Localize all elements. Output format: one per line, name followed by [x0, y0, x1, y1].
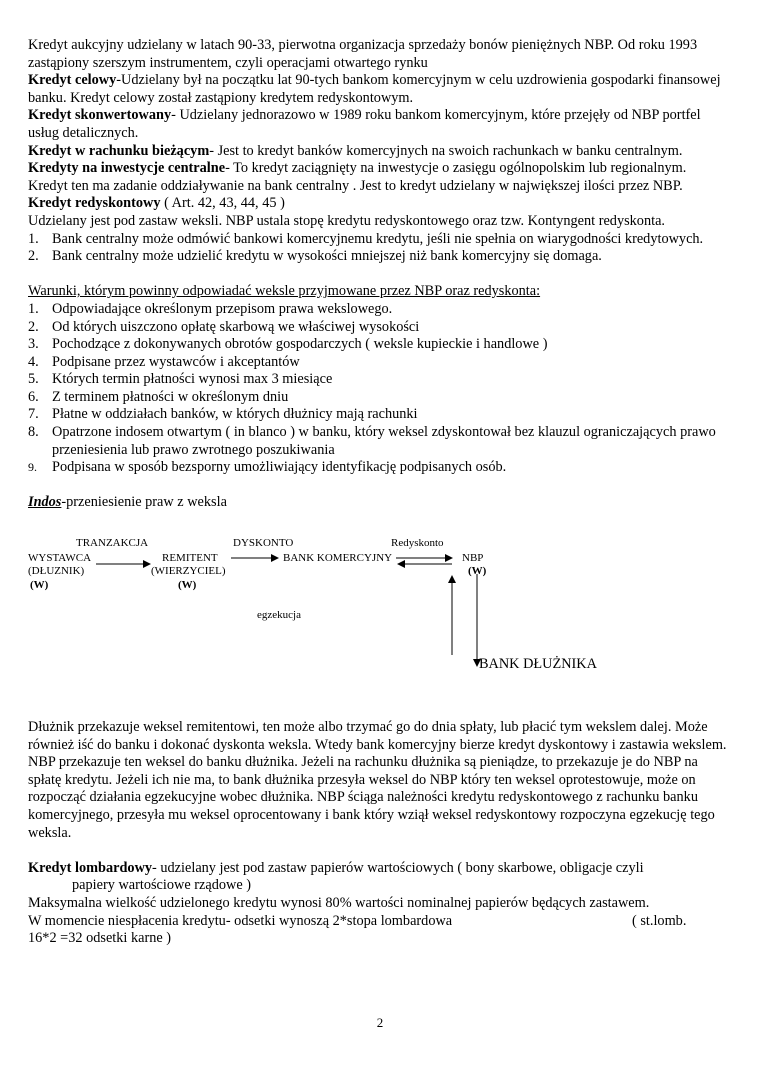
label-redyskonto: Redyskonto	[391, 537, 444, 550]
kredyt-lombardowy-term: Kredyt lombardowy	[28, 859, 153, 876]
label-dluznik: (DŁUZNIK)	[28, 565, 85, 578]
kredyt-celowy-paragraph	[28, 72, 728, 107]
kredyt-lombardowy-odsetki	[28, 913, 728, 931]
kredyt-lombardowy-text: - udzielany jest pod zastaw papierów wartościowych ( bony skarbowe, obligacje czyli	[152, 859, 644, 876]
indos-text: -przeniesienie praw z weksla	[61, 494, 227, 511]
list-item	[28, 424, 728, 459]
list-item	[28, 248, 728, 266]
list-item-number: 1.	[28, 300, 39, 317]
weksel-flow-diagram	[28, 538, 728, 708]
document-page	[28, 37, 728, 948]
list-item-text: Opatrzone indosem otwartym ( in blanco ) w banku, który weksel zdyskontował bez klauzul ograniczających prawo przeniesienia lub prawo zwrotnego poszukiwania	[52, 424, 716, 458]
label-w-wystawca: (W)	[30, 579, 49, 592]
kredyt-inwestycje-term: Kredyty na inwestycje centralne	[28, 160, 226, 177]
list-item-number: 9.	[28, 460, 37, 475]
kredyt-redyskontowy-ref: ( Art. 42, 43, 44, 45 )	[160, 195, 285, 212]
kredyt-skonwertowany-text: - Udzielany jednorazowo w 1989 roku bankom komercyjnym, które przejęły od NBP portfel usług detalicznych.	[28, 107, 701, 141]
list-item-text: Pochodzące z dokonywanych obrotów gospodarczych ( weksle kupieckie i handlowe )	[52, 336, 548, 353]
opis-paragraph: Dłużnik przekazuje weksel remitentowi, ten może albo trzymać go do dnia spłaty, lub płacić tym wekslem dalej. Może również iść do banku i dokonać dyskonta weksla. Wtedy bank komercyjny bierze kredyt dyskontowy i zastawia wekslem. NBP przekazuje ten weksel do banku dłużnika. Jeżeli na rachunku dłużnika są pieniądze, to przekazuje je do NBP na spłatę kredytu. Jeżeli ich nie ma, to bank dłużnika przesyła weksel do NBP który ten weksel oprotestowuje, może on rozpocząć działania egzekucyjne wobec dłużnika. NBP ściąga należności kredytu redyskontowego z rachunku banku komercyjnego, przesyła mu weksel oprocentowany i bank który wziął weksel redyskontowy rozpoczyna egzekucję tego weksla.	[28, 719, 727, 841]
list-item-text: Bank centralny może odmówić bankowi komercyjnemu kredytu, jeśli nie spełnia on wiarygodności kredytowych.	[52, 230, 704, 247]
kredyt-celowy-term: Kredyt celowy	[28, 72, 117, 89]
label-w-nbp: (W)	[468, 565, 487, 578]
list-item	[28, 459, 728, 477]
intro-paragraph: Kredyt aukcyjny udzielany w latach 90-33, pierwotna organizacja sprzedaży bonów pieniężnych NBP. Od roku 1993 zastąpiony szerszym instrumentem, czyli operacjami otwartego rynku	[28, 37, 698, 71]
kredyt-biezacy-term: Kredyt w rachunku bieżącym	[28, 142, 210, 159]
label-bank-dluznika: BANK DŁUŻNIKA	[479, 656, 597, 673]
list-item	[28, 371, 728, 389]
list-item-number: 2.	[28, 248, 39, 265]
list-item-number: 5.	[28, 371, 39, 388]
kredyt-skonwertowany-paragraph	[28, 107, 728, 142]
label-nbp: NBP	[462, 552, 484, 565]
kredyt-inwestycje-text: - To kredyt zaciągnięty na inwestycje o zasięgu ogólnopolskim lub regionalnym. Kredyt ten ma zadanie oddziaływanie na bank centralny . Jest to kredyt udzielany w największej ilości przez NBP.	[28, 160, 687, 194]
list-item-number: 8.	[28, 424, 39, 441]
list-item-number: 4.	[28, 353, 39, 370]
label-w-remitent: (W)	[178, 579, 197, 592]
kredyt-lombardowy-karne: 16*2 =32 odsetki karne )	[28, 930, 172, 947]
page-number: 2	[376, 1015, 384, 1030]
list-item	[28, 336, 728, 354]
list-item-text: Od których uiszczono opłatę skarbową we właściwej wysokości	[52, 318, 420, 335]
list-item	[28, 231, 728, 249]
kredyt-redyskontowy-term: Kredyt redyskontowy	[28, 195, 161, 212]
indos-term: Indos	[28, 494, 62, 511]
indos-paragraph	[28, 494, 728, 512]
odsetki-text: W momencie niespłacenia kredytu- odsetki wynoszą 2*stopa lombardowa	[28, 912, 453, 929]
label-egzekucja: egzekucja	[257, 609, 301, 622]
kredyt-lombardowy-text-cont: papiery wartościowe rządowe )	[72, 877, 252, 894]
warunki-list	[28, 301, 728, 477]
list-item-text: Bank centralny może udzielić kredytu w wysokości mniejszej niż bank komercyjny się domaga.	[52, 248, 602, 265]
list-item	[28, 301, 728, 319]
kredyt-redyskontowy-text: Udzielany jest pod zastaw weksli. NBP ustala stopę kredytu redyskontowego oraz tzw. Kontyngent redyskonta.	[28, 212, 665, 229]
label-wystawca: WYSTAWCA	[28, 552, 92, 565]
list-item	[28, 354, 728, 372]
list-item-text: Podpisane przez wystawców i akceptantów	[52, 353, 300, 370]
kredyt-lombardowy-paragraph	[28, 860, 728, 878]
kredyt-skonwertowany-term: Kredyt skonwertowany	[28, 107, 172, 124]
odsetki-note: ( st.lomb.	[632, 912, 687, 929]
list-item-text: Odpowiadające określonym przepisom prawa wekslowego.	[52, 300, 393, 317]
list-item-number: 3.	[28, 336, 39, 353]
list-item	[28, 406, 728, 424]
kredyt-inwestycje-paragraph	[28, 160, 728, 195]
list-item	[28, 319, 728, 337]
list-item-text: Podpisana w sposób bezsporny umożliwiający identyfikację podpisanych osób.	[52, 459, 507, 476]
list-item-text: Których termin płatności wynosi max 3 miesiące	[52, 371, 333, 388]
kredyt-redyskontowy-heading	[28, 195, 728, 213]
kredyt-biezacy-text: - Jest to kredyt banków komercyjnych na swoich rachunkach w banku centralnym.	[209, 142, 683, 159]
kredyt-lombardowy-max: Maksymalna wielkość udzielonego kredytu wynosi 80% wartości nominalnej papierów będących zastawem.	[28, 894, 650, 911]
list-item-number: 1.	[28, 230, 39, 247]
list-item-number: 6.	[28, 388, 39, 405]
label-bank-komercyjny: BANK KOMERCYJNY	[283, 552, 393, 565]
list-item-number: 2.	[28, 318, 39, 335]
warunki-heading: Warunki, którym powinny odpowiadać weksle przyjmowane przez NBP oraz redyskonta:	[28, 283, 541, 300]
kredyt-biezacy-paragraph	[28, 143, 728, 161]
label-wierzyciel: (WIERZYCIEL)	[151, 565, 226, 578]
label-remitent: REMITENT	[162, 552, 218, 565]
list-item-text: Płatne w oddziałach banków, w których dłużnicy mają rachunki	[52, 406, 418, 423]
label-tranzakcja: TRANZAKCJA	[76, 537, 149, 550]
redyskontowy-list	[28, 231, 728, 266]
list-item	[28, 389, 728, 407]
kredyt-celowy-text: -Udzielany był na początku lat 90-tych bankom komercyjnym w celu uzdrowienia gospodarki finansowej banku. Kredyt celowy został zastąpiony kredytem redyskontowym.	[28, 72, 721, 106]
list-item-number: 7.	[28, 406, 39, 423]
label-dyskonto: DYSKONTO	[233, 537, 294, 550]
list-item-text: Z terminem płatności w określonym dniu	[52, 388, 289, 405]
